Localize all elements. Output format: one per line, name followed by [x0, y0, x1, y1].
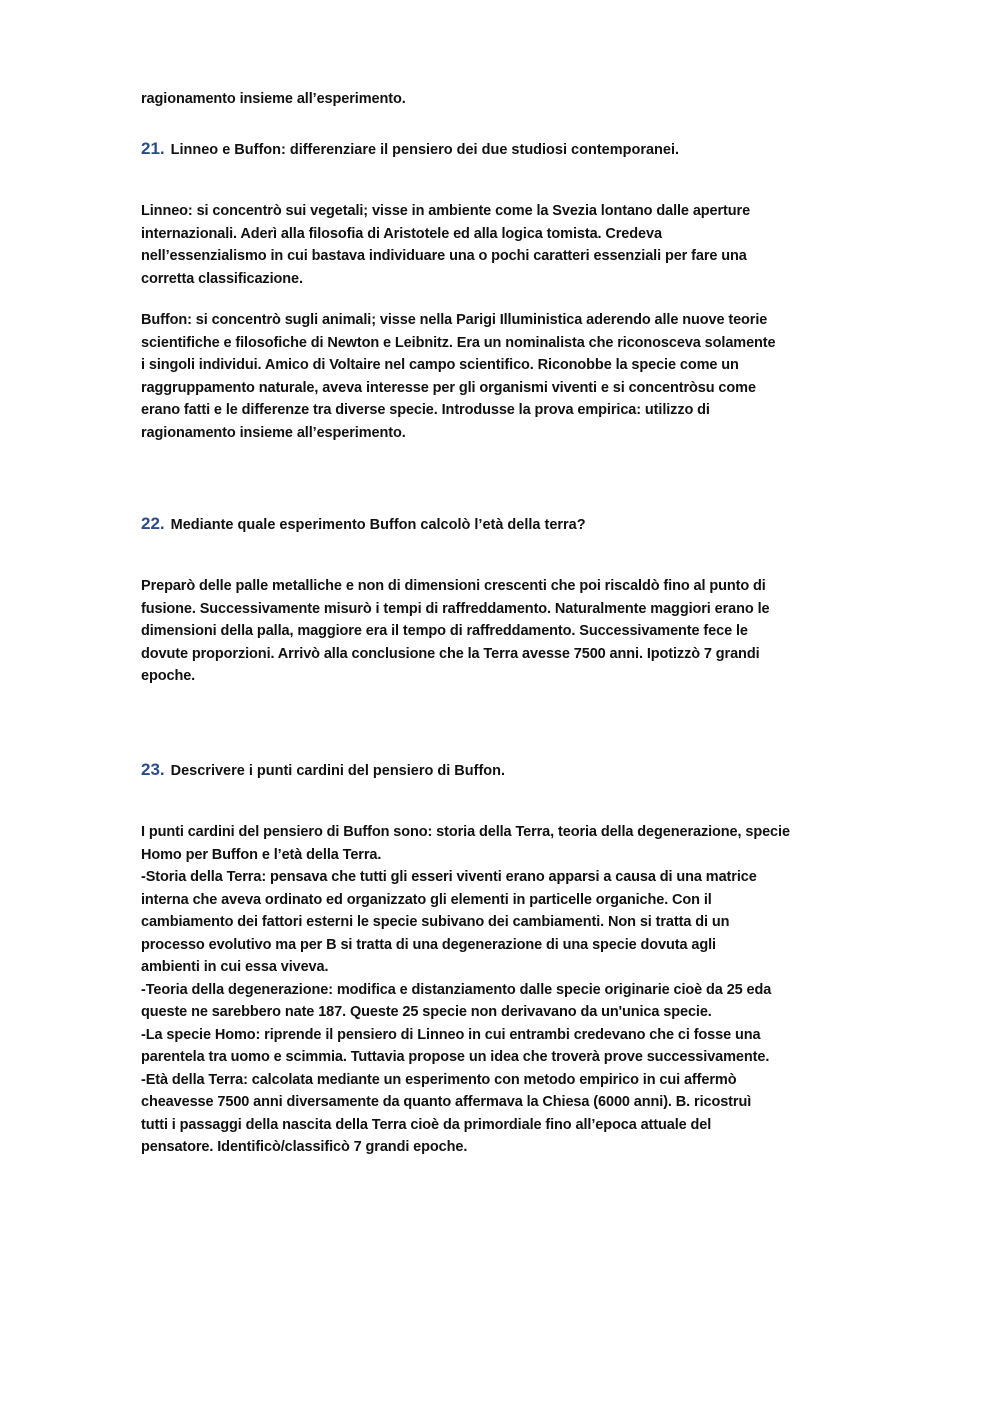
- text-line: interna che aveva ordinato ed organizzato gli elementi in particelle organiche. Con il: [141, 891, 712, 908]
- text-line: nell’essenzialismo in cui bastava individuare una o pochi caratteri essenziali per fare una: [141, 248, 747, 264]
- answer-23: [141, 821, 873, 1159]
- question-text: Descrivere i punti cardini del pensiero di Buffon.: [170, 763, 506, 779]
- answer-22: [141, 575, 861, 688]
- text-line: ragionamento insieme all’esperimento.: [141, 424, 406, 441]
- text-line: -Storia della Terra: pensava che tutti gli esseri viventi erano apparsi a causa di una matrice: [141, 869, 757, 885]
- text-line: -Teoria della degenerazione: modifica e distanziamento dalle specie originarie cioè da 25 eda: [141, 981, 772, 998]
- text-line: dovute proporzioni. Arrivò alla conclusione che la Terra avesse 7500 anni. Ipotizzò 7 grandi: [141, 645, 760, 662]
- text-line: i singoli individui. Amico di Voltaire nel campo scientifico. Riconobbe la specie come un: [141, 357, 739, 373]
- text-line: corretta classificazione.: [141, 270, 303, 287]
- question-text: Linneo e Buffon: differenziare il pensiero dei due studiosi contemporanei.: [170, 142, 680, 158]
- text-line: raggruppamento naturale, aveva interesse per gli organismi viventi e si concentròsu come: [141, 379, 756, 396]
- question-number: 21.: [141, 139, 165, 158]
- text-line: fusione. Successivamente misurò i tempi di raffreddamento. Naturalmente maggiori erano le: [141, 600, 770, 617]
- text-line: processo evolutivo ma per B si tratta di una degenerazione di una specie dovuta agli: [141, 936, 716, 953]
- text-line: -Età della Terra: calcolata mediante un esperimento con metodo empirico in cui affermò: [141, 1071, 737, 1088]
- text-line: Homo per Buffon e l’età della Terra.: [141, 846, 382, 863]
- question-23: [141, 760, 505, 780]
- text-line: -La specie Homo: riprende il pensiero di Linneo in cui entrambi credevano che ci fosse una: [141, 1026, 761, 1043]
- question-number: 22.: [141, 514, 165, 533]
- question-21: [141, 139, 679, 159]
- question-22: [141, 514, 586, 534]
- text-line: pensatore. Identificò/classificò 7 grandi epoche.: [141, 1139, 468, 1155]
- text-line: Linneo: si concentrò sui vegetali; visse in ambiente come la Svezia lontano dalle aperture: [141, 203, 751, 219]
- text-line: scientifiche e filosofiche di Newton e Leibnitz. Era un nominalista che riconosceva solamente: [141, 334, 776, 351]
- text-line: I punti cardini del pensiero di Buffon sono: storia della Terra, teoria della degenerazione, specie: [141, 824, 790, 840]
- text-line: parentela tra uomo e scimmia. Tuttavia propose un idea che troverà prove successivamente.: [141, 1049, 770, 1065]
- text-line: internazionali. Aderì alla filosofia di Aristotele ed alla logica tomista. Credeva: [141, 225, 662, 242]
- question-number: 23.: [141, 760, 165, 779]
- answer-21-buffon: [141, 309, 861, 444]
- text-line: epoche.: [141, 668, 196, 684]
- text-line: queste ne sarebbero nate 187. Queste 25 specie non derivavano da un'unica specie.: [141, 1004, 712, 1020]
- carryover-line: ragionamento insieme all’esperimento.: [141, 91, 406, 107]
- text-line: Preparò delle palle metalliche e non di dimensioni crescenti che poi riscaldò fino al punto di: [141, 578, 766, 594]
- text-line: erano fatti e le differenze tra diverse specie. Introdusse la prova empirica: utilizzo di: [141, 402, 710, 418]
- text-line: tutti i passaggi della nascita della Terra cioè da primordiale fino all’epoca attuale del: [141, 1116, 712, 1133]
- question-text: Mediante quale esperimento Buffon calcolò l’età della terra?: [170, 517, 586, 533]
- text-line: cambiamento dei fattori esterni le specie subivano dei cambiamenti. Non si tratta di un: [141, 914, 730, 930]
- answer-21-linneo: [141, 200, 869, 290]
- text-line: ambienti in cui essa viveva.: [141, 959, 329, 975]
- text-line: cheavesse 7500 anni diversamente da quanto affermava la Chiesa (6000 anni). B. ricostruì: [141, 1094, 752, 1110]
- text-line: dimensioni della palla, maggiore era il tempo di raffreddamento. Successivamente fece le: [141, 623, 748, 639]
- text-line: Buffon: si concentrò sugli animali; visse nella Parigi Illuministica aderendo alle nuove teorie: [141, 312, 768, 328]
